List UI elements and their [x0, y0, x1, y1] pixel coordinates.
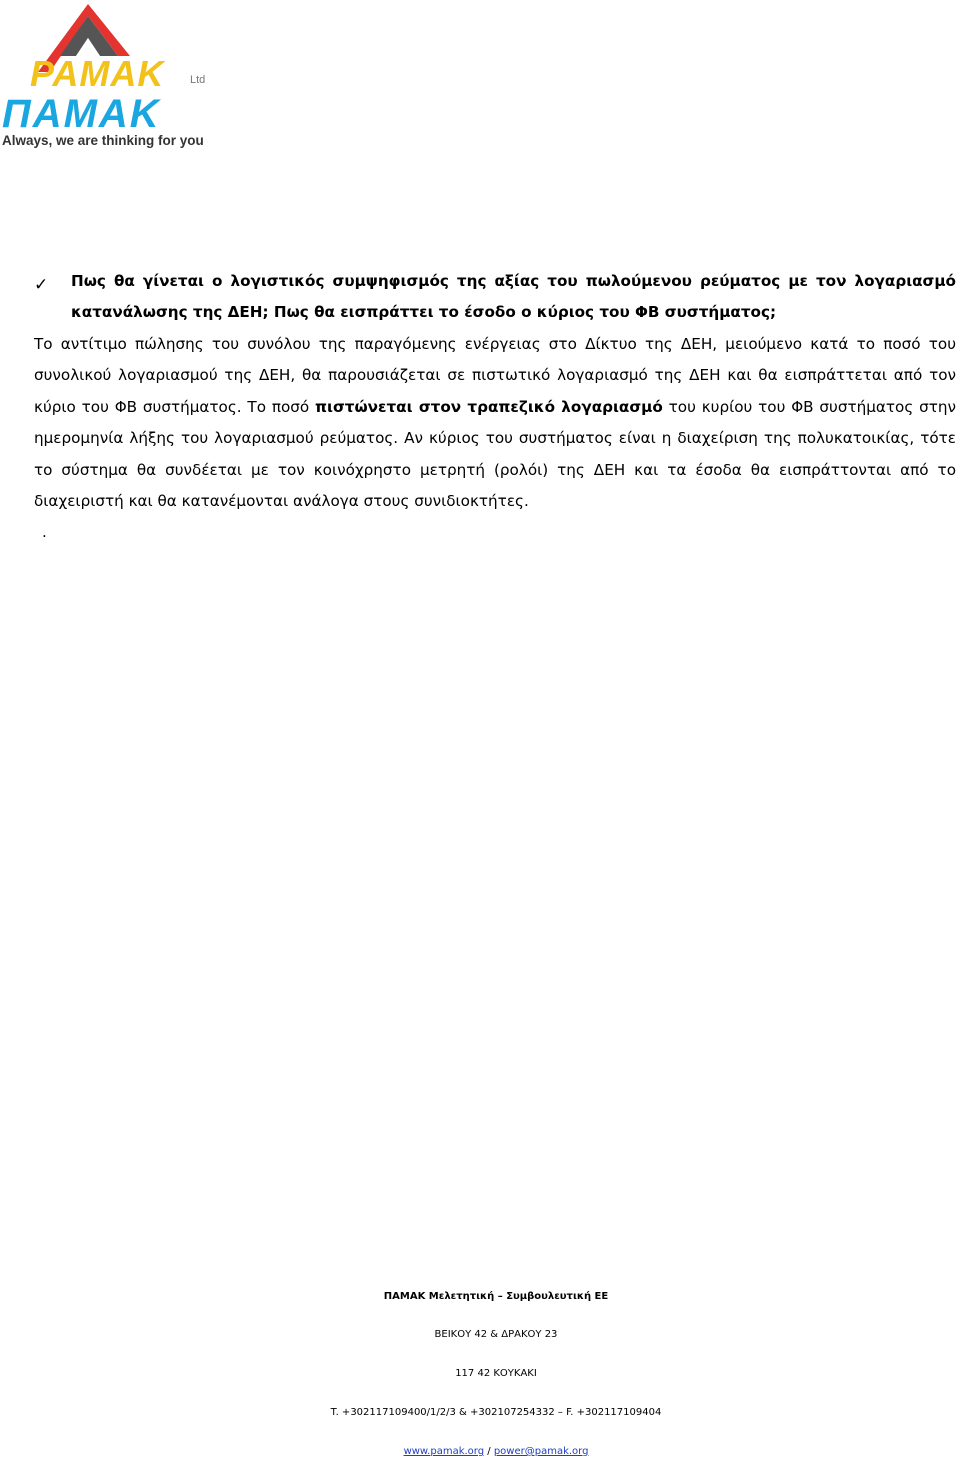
- logo-suffix: Ltd: [190, 74, 206, 86]
- footer-email-link[interactable]: power@pamak.org: [493, 1446, 589, 1457]
- company-logo: [0, 0, 258, 150]
- footer-phones: T. +302117109400/1/2/3 & +302107254332 – F. +302117109404: [330, 1407, 662, 1418]
- faq-question-row: [34, 266, 956, 328]
- logo-wordmark-bottom: ΠΑΜΑΚ: [2, 92, 161, 136]
- faq-question: Πως θα γίνεται ο λογιστικός συμψηφισμός της αξίας του πωλούμενου ρεύματος με τον λογαριασμό κατανάλωσης της ΔΕΗ; Πως θα εισπράττει το έσοδο ο κύριος του ΦΒ συστήματος;: [71, 272, 956, 321]
- trailing-dot: .: [42, 523, 47, 542]
- faq-answer: [34, 329, 956, 517]
- check-icon: ✓: [34, 275, 49, 295]
- footer-links: [0, 1445, 960, 1459]
- logo-graphic: [0, 0, 258, 150]
- logo-wordmark-top: PAMAK: [30, 53, 165, 94]
- faq-section: [34, 266, 956, 548]
- answer-text-part1: Το αντίτιμο πώλησης του συνόλου της παραγόμενης ενέργειας στο Δίκτυο της ΔΕΗ, μειούμενο κατά το ποσό του συνολικού λογαριασμού της ΔΕΗ, θα παρουσιάζεται σε πιστωτικό λογαριασμό της ΔΕΗ και θα εισπράττεται από τον κύριο του ΦΒ συστήματος. Το ποσό: [34, 335, 956, 416]
- answer-text-part2: του κυρίου του ΦΒ συστήματος στην ημερομηνία λήξης του λογαριασμού ρεύματος. Αν κύριος του συστήματος είναι η διαχείριση της πολυκατοικίας, τότε το σύστημα θα συνδέεται με τον κοινόχρηστο μετρητή (ρολόι) της ΔΕΗ και τα έσοδα θα εισπράττονται από το διαχειριστή και θα κατανέμονται ανάλογα στους συνιδιοκτήτες.: [34, 397, 956, 511]
- answer-text-bold: πιστώνεται στον τραπεζικό λογαριασμό: [315, 397, 663, 416]
- footer-city: 117 42 ΚΟΥΚΑΚΙ: [455, 1368, 537, 1379]
- footer-company: ΠΑΜΑΚ Μελετητική – Συμβουλευτική ΕΕ: [383, 1291, 609, 1302]
- footer-link-separator: /: [484, 1446, 494, 1457]
- footer-street: ΒΕΙΚΟΥ 42 & ΔΡΑΚΟΥ 23: [434, 1329, 558, 1340]
- logo-slogan: Always, we are thinking for you: [2, 133, 204, 148]
- footer-website-link[interactable]: www.pamak.org: [403, 1446, 485, 1457]
